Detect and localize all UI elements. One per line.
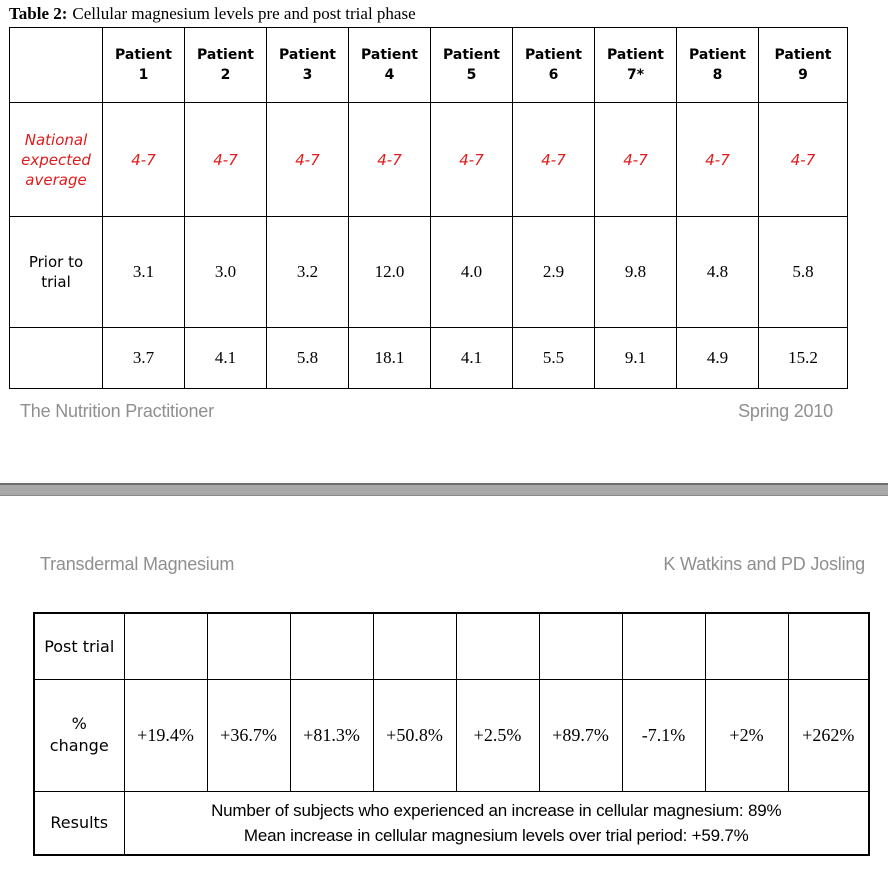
empty-cell (788, 613, 869, 679)
row-label: Post trial (34, 613, 124, 679)
value-cell: 18.1 (349, 328, 431, 389)
value-cell: 12.0 (349, 217, 431, 328)
value-cell: 4-7 (103, 103, 185, 217)
table-caption-text: Cellular magnesium levels pre and post trial phase (72, 4, 416, 23)
row-label: National expected average (10, 103, 103, 217)
page-divider-bar (0, 483, 888, 496)
value-cell: 3.2 (267, 217, 349, 328)
value-cell: 4.1 (185, 328, 267, 389)
column-header-patient-6: Patient 6 (513, 28, 595, 103)
empty-cell (290, 613, 373, 679)
row-label-empty (10, 328, 103, 389)
value-cell: 3.7 (103, 328, 185, 389)
value-cell: 3.0 (185, 217, 267, 328)
value-cell: +50.8% (373, 679, 456, 791)
value-cell: 4-7 (431, 103, 513, 217)
value-cell: 15.2 (759, 328, 848, 389)
issue-date: Spring 2010 (738, 401, 833, 421)
value-cell: 9.8 (595, 217, 677, 328)
table-caption (9, 3, 416, 24)
post-trial-values-row (10, 328, 848, 389)
value-cell: +2.5% (456, 679, 539, 791)
table-header-row (10, 28, 848, 103)
value-cell: 2.9 (513, 217, 595, 328)
value-cell: 4-7 (513, 103, 595, 217)
article-title: Transdermal Magnesium (40, 554, 235, 574)
value-cell: +2% (705, 679, 788, 791)
value-cell: +89.7% (539, 679, 622, 791)
journal-name: The Nutrition Practitioner (20, 401, 214, 421)
value-cell: 3.1 (103, 217, 185, 328)
corner-cell (10, 28, 103, 103)
value-cell: 9.1 (595, 328, 677, 389)
column-header-patient-2: Patient 2 (185, 28, 267, 103)
empty-cell (124, 613, 207, 679)
results-line-2: Mean increase in cellular magnesium levels over trial period: +59.7% (243, 825, 749, 845)
column-header-patient-1: Patient 1 (103, 28, 185, 103)
page2-header (40, 554, 865, 575)
value-cell: 5.5 (513, 328, 595, 389)
value-cell: 4.8 (677, 217, 759, 328)
row-label: Prior to trial (10, 217, 103, 328)
empty-cell (705, 613, 788, 679)
value-cell: 4-7 (267, 103, 349, 217)
percent-change-row (34, 679, 869, 791)
value-cell: +19.4% (124, 679, 207, 791)
column-header-patient-7: Patient 7* (595, 28, 677, 103)
results-line-1: Number of subjects who experienced an increase in cellular magnesium: 89% (211, 800, 782, 820)
column-header-patient-8: Patient 8 (677, 28, 759, 103)
results-row (34, 791, 869, 855)
value-cell: 4.9 (677, 328, 759, 389)
row-label: % change (34, 679, 124, 791)
column-header-patient-5: Patient 5 (431, 28, 513, 103)
magnesium-table-pre (9, 27, 848, 389)
page1-footer (20, 401, 833, 422)
value-cell: 4-7 (677, 103, 759, 217)
value-cell: 4-7 (759, 103, 848, 217)
magnesium-table-post (33, 612, 870, 856)
post-trial-row (34, 613, 869, 679)
column-header-patient-3: Patient 3 (267, 28, 349, 103)
empty-cell (373, 613, 456, 679)
value-cell: 4.0 (431, 217, 513, 328)
column-header-patient-4: Patient 4 (349, 28, 431, 103)
empty-cell (539, 613, 622, 679)
value-cell: 4-7 (349, 103, 431, 217)
value-cell: +81.3% (290, 679, 373, 791)
empty-cell (207, 613, 290, 679)
value-cell: +262% (788, 679, 869, 791)
value-cell: 4-7 (595, 103, 677, 217)
prior-to-trial-row (10, 217, 848, 328)
value-cell: 5.8 (759, 217, 848, 328)
row-label: Results (34, 791, 124, 855)
value-cell: +36.7% (207, 679, 290, 791)
empty-cell (622, 613, 705, 679)
table-caption-number: Table 2: (9, 4, 68, 23)
value-cell: 5.8 (267, 328, 349, 389)
article-authors: K Watkins and PD Josling (663, 554, 865, 574)
column-header-patient-9: Patient 9 (759, 28, 848, 103)
value-cell: 4.1 (431, 328, 513, 389)
results-summary-cell (124, 791, 869, 855)
value-cell: 4-7 (185, 103, 267, 217)
national-average-row (10, 103, 848, 217)
value-cell: -7.1% (622, 679, 705, 791)
empty-cell (456, 613, 539, 679)
